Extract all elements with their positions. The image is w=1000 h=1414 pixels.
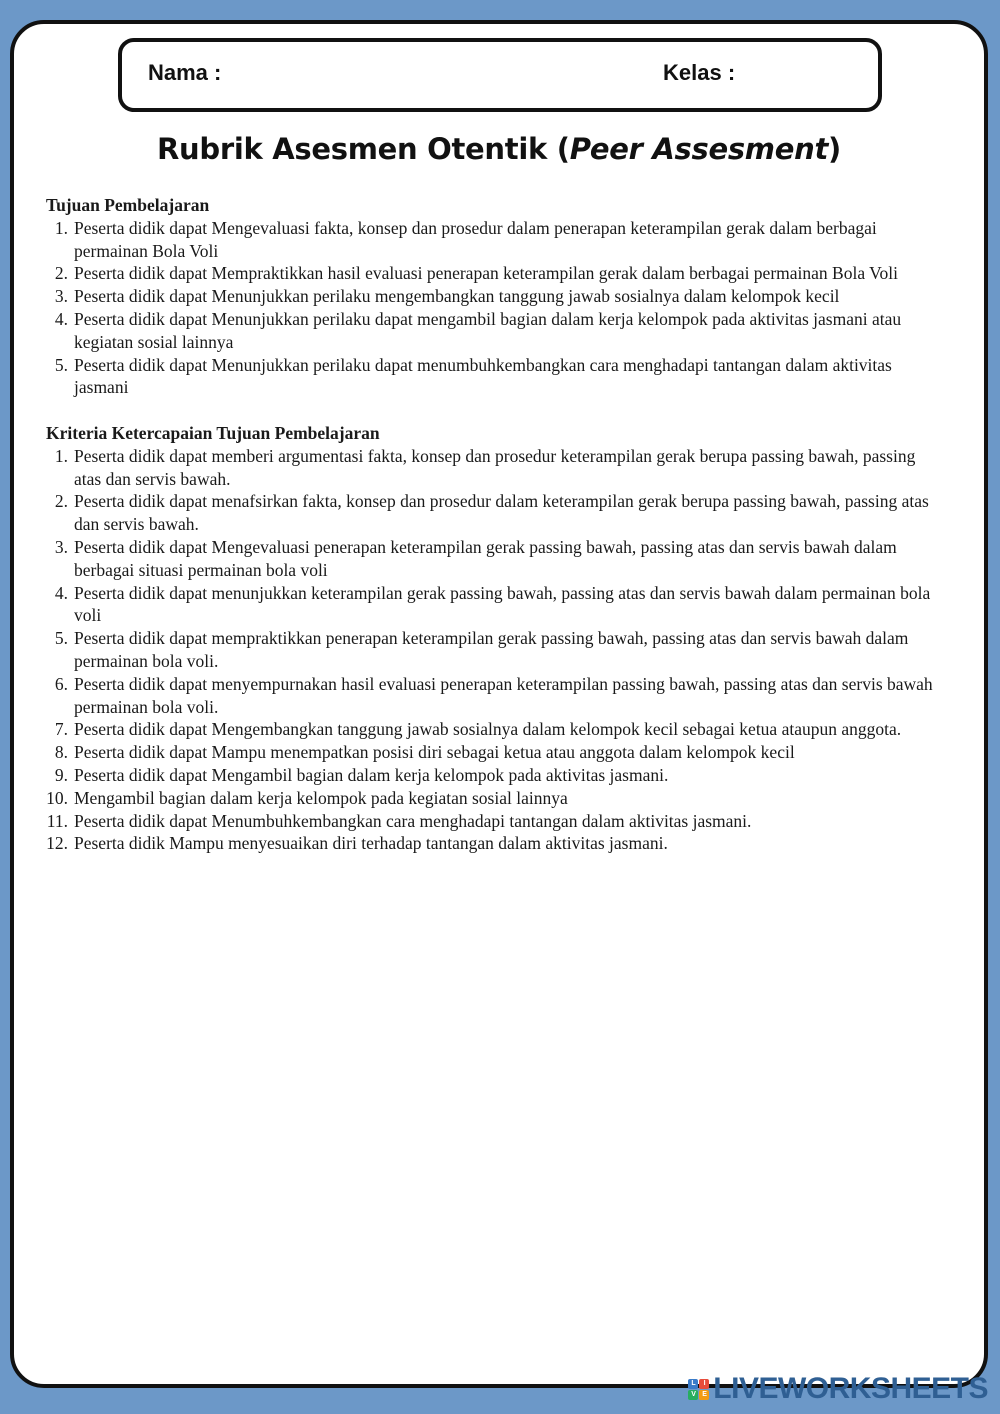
criteria-heading: Kriteria Ketercapaian Tujuan Pembelajaran [46,422,380,443]
criteria-list [46,445,946,855]
list-item-number: 3. [54,286,68,307]
list-item-text: Peserta didik dapat Mempraktikkan hasil evaluasi penerapan keterampilan gerak dalam berbagai permainan Bola Voli [74,263,898,284]
list-item-text: Peserta didik dapat Mampu menempatkan posisi diri sebagai ketua atau anggota dalam kelompok kecil [74,742,795,763]
logo-letter: I [699,1379,709,1389]
list-item [46,354,946,400]
list-item [46,536,946,582]
title-italic: Peer Assesment [569,132,829,166]
list-item-number: 7. [54,719,68,740]
liveworksheets-watermark [688,1372,988,1406]
list-item [46,490,946,536]
list-item-text: Peserta didik dapat menyempurnakan hasil evaluasi penerapan keterampilan passing bawah, passing atas dan servis bawah permainan bola voli. [74,673,933,717]
objectives-list [46,217,946,399]
list-item [46,445,946,491]
list-item [46,627,946,673]
list-item-text: Peserta didik dapat menunjukkan keterampilan gerak passing bawah, passing atas dan servis bawah dalam permainan bola voli [74,582,931,626]
list-item [46,582,946,628]
watermark-text: LIVEWORKSHEETS [713,1372,988,1405]
list-item-text: Mengambil bagian dalam kerja kelompok pada kegiatan sosial lainnya [74,787,568,808]
list-item-text: Peserta didik dapat Mengembangkan tanggung jawab sosialnya dalam kelompok kecil sebagai ketua ataupun anggota. [74,719,902,740]
list-item-number: 10. [46,787,68,808]
list-item-number: 5. [54,354,68,375]
list-item-number: 5. [54,628,68,649]
list-item [46,832,946,855]
list-item-number: 1. [54,445,68,466]
list-item-number: 2. [54,263,68,284]
content-area [46,194,946,855]
list-item [46,787,946,810]
logo-letter: V [688,1390,698,1400]
class-label: Kelas : [663,60,736,85]
list-item-number: 6. [54,673,68,694]
list-item-text: Peserta didik dapat Menunjukkan perilaku mengembangkan tanggung jawab sosialnya dalam kelompok kecil [74,286,840,307]
list-item-text: Peserta didik dapat Mengevaluasi fakta, konsep dan prosedur dalam penerapan keterampilan gerak dalam berbagai permainan Bola Voli [74,217,877,261]
list-item-number: 2. [54,491,68,512]
logo-letter: L [688,1379,698,1389]
list-item-text: Peserta didik Mampu menyesuaikan diri terhadap tantangan dalam aktivitas jasmani. [74,833,668,854]
name-label: Nama : [148,60,222,85]
list-item-text: Peserta didik dapat Menunjukkan perilaku dapat mengambil bagian dalam kerja kelompok pada aktivitas jasmani atau kegiatan sosial lainnya [74,308,902,352]
list-item-number: 12. [46,833,68,854]
student-info-box [118,38,882,112]
title-main: Rubrik Asesmen Otentik ( [157,132,570,166]
list-item-number: 4. [54,582,68,603]
list-item-text: Peserta didik dapat Menumbuhkembangkan cara menghadapi tantangan dalam aktivitas jasmani. [74,810,752,831]
list-item [46,217,946,263]
list-item [46,764,946,787]
objectives-heading: Tujuan Pembelajaran [46,195,210,215]
list-item-number: 4. [54,308,68,329]
list-item [46,308,946,354]
list-item-number: 9. [54,764,68,785]
list-item-text: Peserta didik dapat memberi argumentasi fakta, konsep dan prosedur keterampilan gerak berupa passing bawah, passing atas dan servis bawah. [74,445,916,489]
list-item-text: Peserta didik dapat Mengevaluasi penerapan keterampilan gerak passing bawah, passing atas dan servis bawah dalam berbagai situasi permainan bola voli [74,536,897,580]
worksheet-page [10,20,988,1388]
list-item [46,741,946,764]
liveworksheets-logo-icon [688,1379,709,1400]
section-spacer [46,399,946,422]
list-item-text: Peserta didik dapat menafsirkan fakta, konsep dan prosedur dalam keterampilan gerak berupa passing bawah, passing atas dan servis bawah. [74,491,929,535]
logo-letter: E [699,1390,709,1400]
list-item [46,718,946,741]
list-item [46,810,946,833]
page-title [14,132,984,166]
list-item [46,262,946,285]
list-item-number: 8. [54,742,68,763]
list-item-text: Peserta didik dapat Mengambil bagian dalam kerja kelompok pada aktivitas jasmani. [74,764,669,785]
list-item-number: 3. [54,536,68,557]
list-item-number: 1. [54,217,68,238]
list-item-number: 11. [46,810,68,831]
list-item-text: Peserta didik dapat mempraktikkan penerapan keterampilan gerak passing bawah, passing atas dan servis bawah dalam permainan bola voli. [74,628,909,671]
list-item-text: Peserta didik dapat Menunjukkan perilaku dapat menumbuhkembangkan cara menghadapi tantangan dalam aktivitas jasmani [74,354,892,398]
list-item [46,285,946,308]
list-item [46,673,946,719]
title-close: ) [828,132,841,166]
